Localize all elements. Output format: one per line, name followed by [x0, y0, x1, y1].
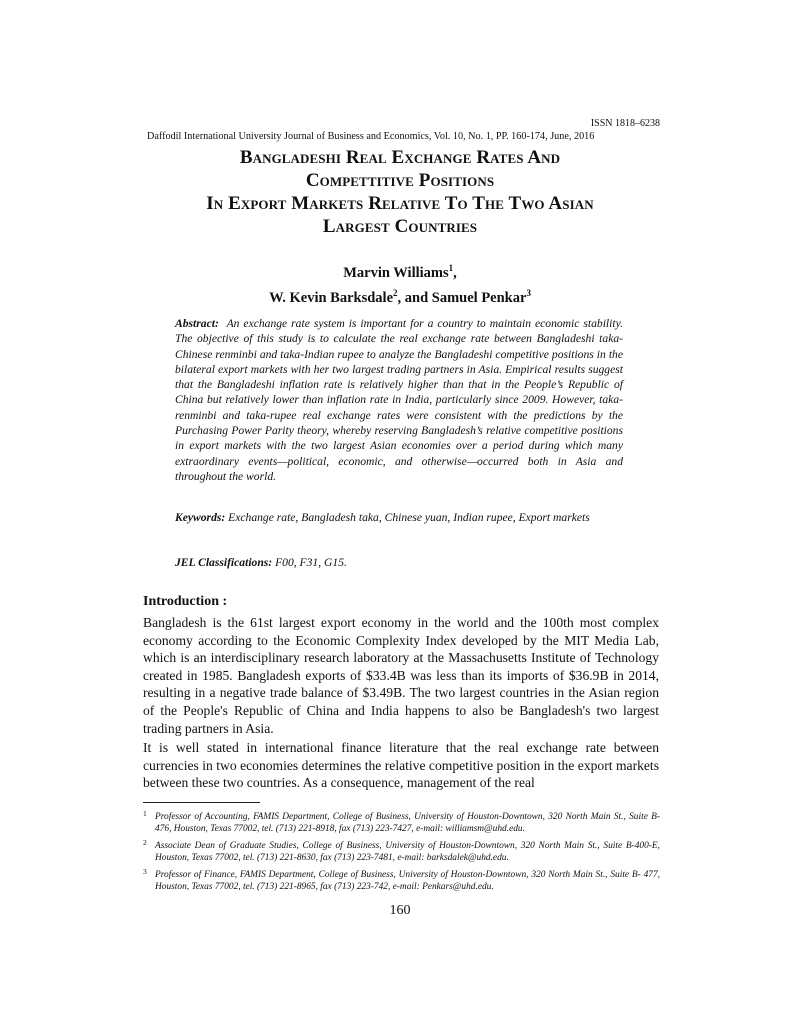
author-list — [150, 258, 650, 308]
title-line: In Export Markets Relative To The Two Asian — [206, 193, 594, 214]
footnote-number: 2 — [143, 838, 147, 847]
keywords — [175, 510, 623, 525]
author-line — [150, 283, 650, 308]
issn: ISSN 1818–6238 — [590, 118, 660, 129]
author-line — [150, 258, 650, 283]
footnote-text: Professor of Accounting, FAMIS Department, College of Business, University of Houston-Downtown, 320 North Main St., Suite B-476, Houston, Texas 77002, tel. (713) 221-8918, fax (713) 223-7427, e-mail: williamsm@uhd.edu. — [155, 812, 660, 834]
page-number: 160 — [389, 903, 411, 918]
footnote-divider — [143, 802, 260, 803]
jel-text: F00, F31, G15. — [275, 556, 347, 569]
body-paragraph: It is well stated in international finance literature that the real exchange rate between currencies in two economies determines the relative competitive position in the export markets between these two countries. As a consequence, management of the real — [143, 740, 659, 791]
author-separator: , — [453, 264, 457, 281]
footnote-mark: 3 — [526, 287, 531, 298]
keywords-label: Keywords: — [175, 511, 226, 524]
footnote-text: Professor of Finance, FAMIS Department, College of Business, University of Houston-Downtown, 320 North Main St., Suite B- 477, Houston, Texas 77002, tel. (713) 221-8965, fax (713) 223-742, e-mail: Penkars@uhd.edu. — [155, 870, 660, 892]
footnote — [143, 811, 660, 835]
footnote-number: 1 — [143, 809, 147, 818]
footnote-mark: 1 — [448, 263, 454, 273]
title-line: Bangladeshi Real Exchange Rates And — [239, 147, 561, 168]
footnote — [143, 869, 660, 893]
title-line: Largest Countries — [322, 216, 478, 237]
journal-citation: Daffodil International University Journal of Business and Economics, Vol. 10, No. 1, PP. 160-174, June, 2016 — [147, 131, 595, 142]
jel-label: JEL Classifications: — [175, 556, 273, 569]
footnote-text: Associate Dean of Graduate Studies, College of Business, University of Houston-Downtown, 320 North Main St., Suite B-400-E, Houston, Texas 77002, tel. (713) 221-8630, fax (713) 223-7481, e-mail: barksdalek@uhd.edu. — [155, 841, 660, 863]
paper-title — [120, 146, 680, 238]
body-paragraph: Bangladesh is the 61st largest export economy in the world and the 100th most complex economy according to the Economic Complexity Index developed by the MIT Media Lab, which is an interdisciplinary research laboratory at the Massachusetts Institute of Technology created in 1985. Bangladesh exports of $33.4B was less than its imports of $36.9B in 2014, resulting in a negative trade balance of $3.49B. The two largest countries in the Asian region of the People's Republic of China and India happens to also be Bangladesh's two largest trading partners in Asia. — [143, 615, 659, 736]
footnote-mark: 2 — [393, 287, 398, 298]
abstract-text: An exchange rate system is important for a country to maintain economic stability. The objective of this study is to calculate the real exchange rate between Bangladeshi taka-Chinese renminbi and taka-Indian rupee to analyze the Bangladeshi competitive positions in the bilateral export markets with her two largest trading partners in Asia. Empirical results suggest that the Bangladeshi inflation rate is relatively higher than that in the People’s Republic of China but relatively lower than inflation rate in India, particularly since 2009. However, taka-renminbi and taka-rupee real exchange rates were consistent with the predictions by the Purchasing Power Parity theory, whereby reserving Bangladesh’s relative competitive positions in export markets with the two largest Asian economies over a period during which many extraordinary events—political, economic, and otherwise—occurred both in Asia and throughout the world. — [175, 317, 623, 483]
jel-classifications — [175, 555, 623, 570]
keywords-text: Exchange rate, Bangladesh taka, Chinese yuan, Indian rupee, Export markets — [228, 511, 590, 524]
abstract — [175, 316, 623, 484]
abstract-label: Abstract: — [175, 317, 219, 330]
author-name: Marvin Williams — [343, 264, 449, 281]
footnotes — [143, 811, 660, 898]
footnote — [143, 840, 660, 864]
section-heading: Introduction : — [143, 594, 228, 609]
title-line: Compettitive Positions — [305, 170, 495, 191]
footnote-number: 3 — [143, 867, 147, 876]
author-name: W. Kevin Barksdale — [269, 289, 394, 306]
author-separator: , and Samuel Penkar — [397, 289, 527, 306]
